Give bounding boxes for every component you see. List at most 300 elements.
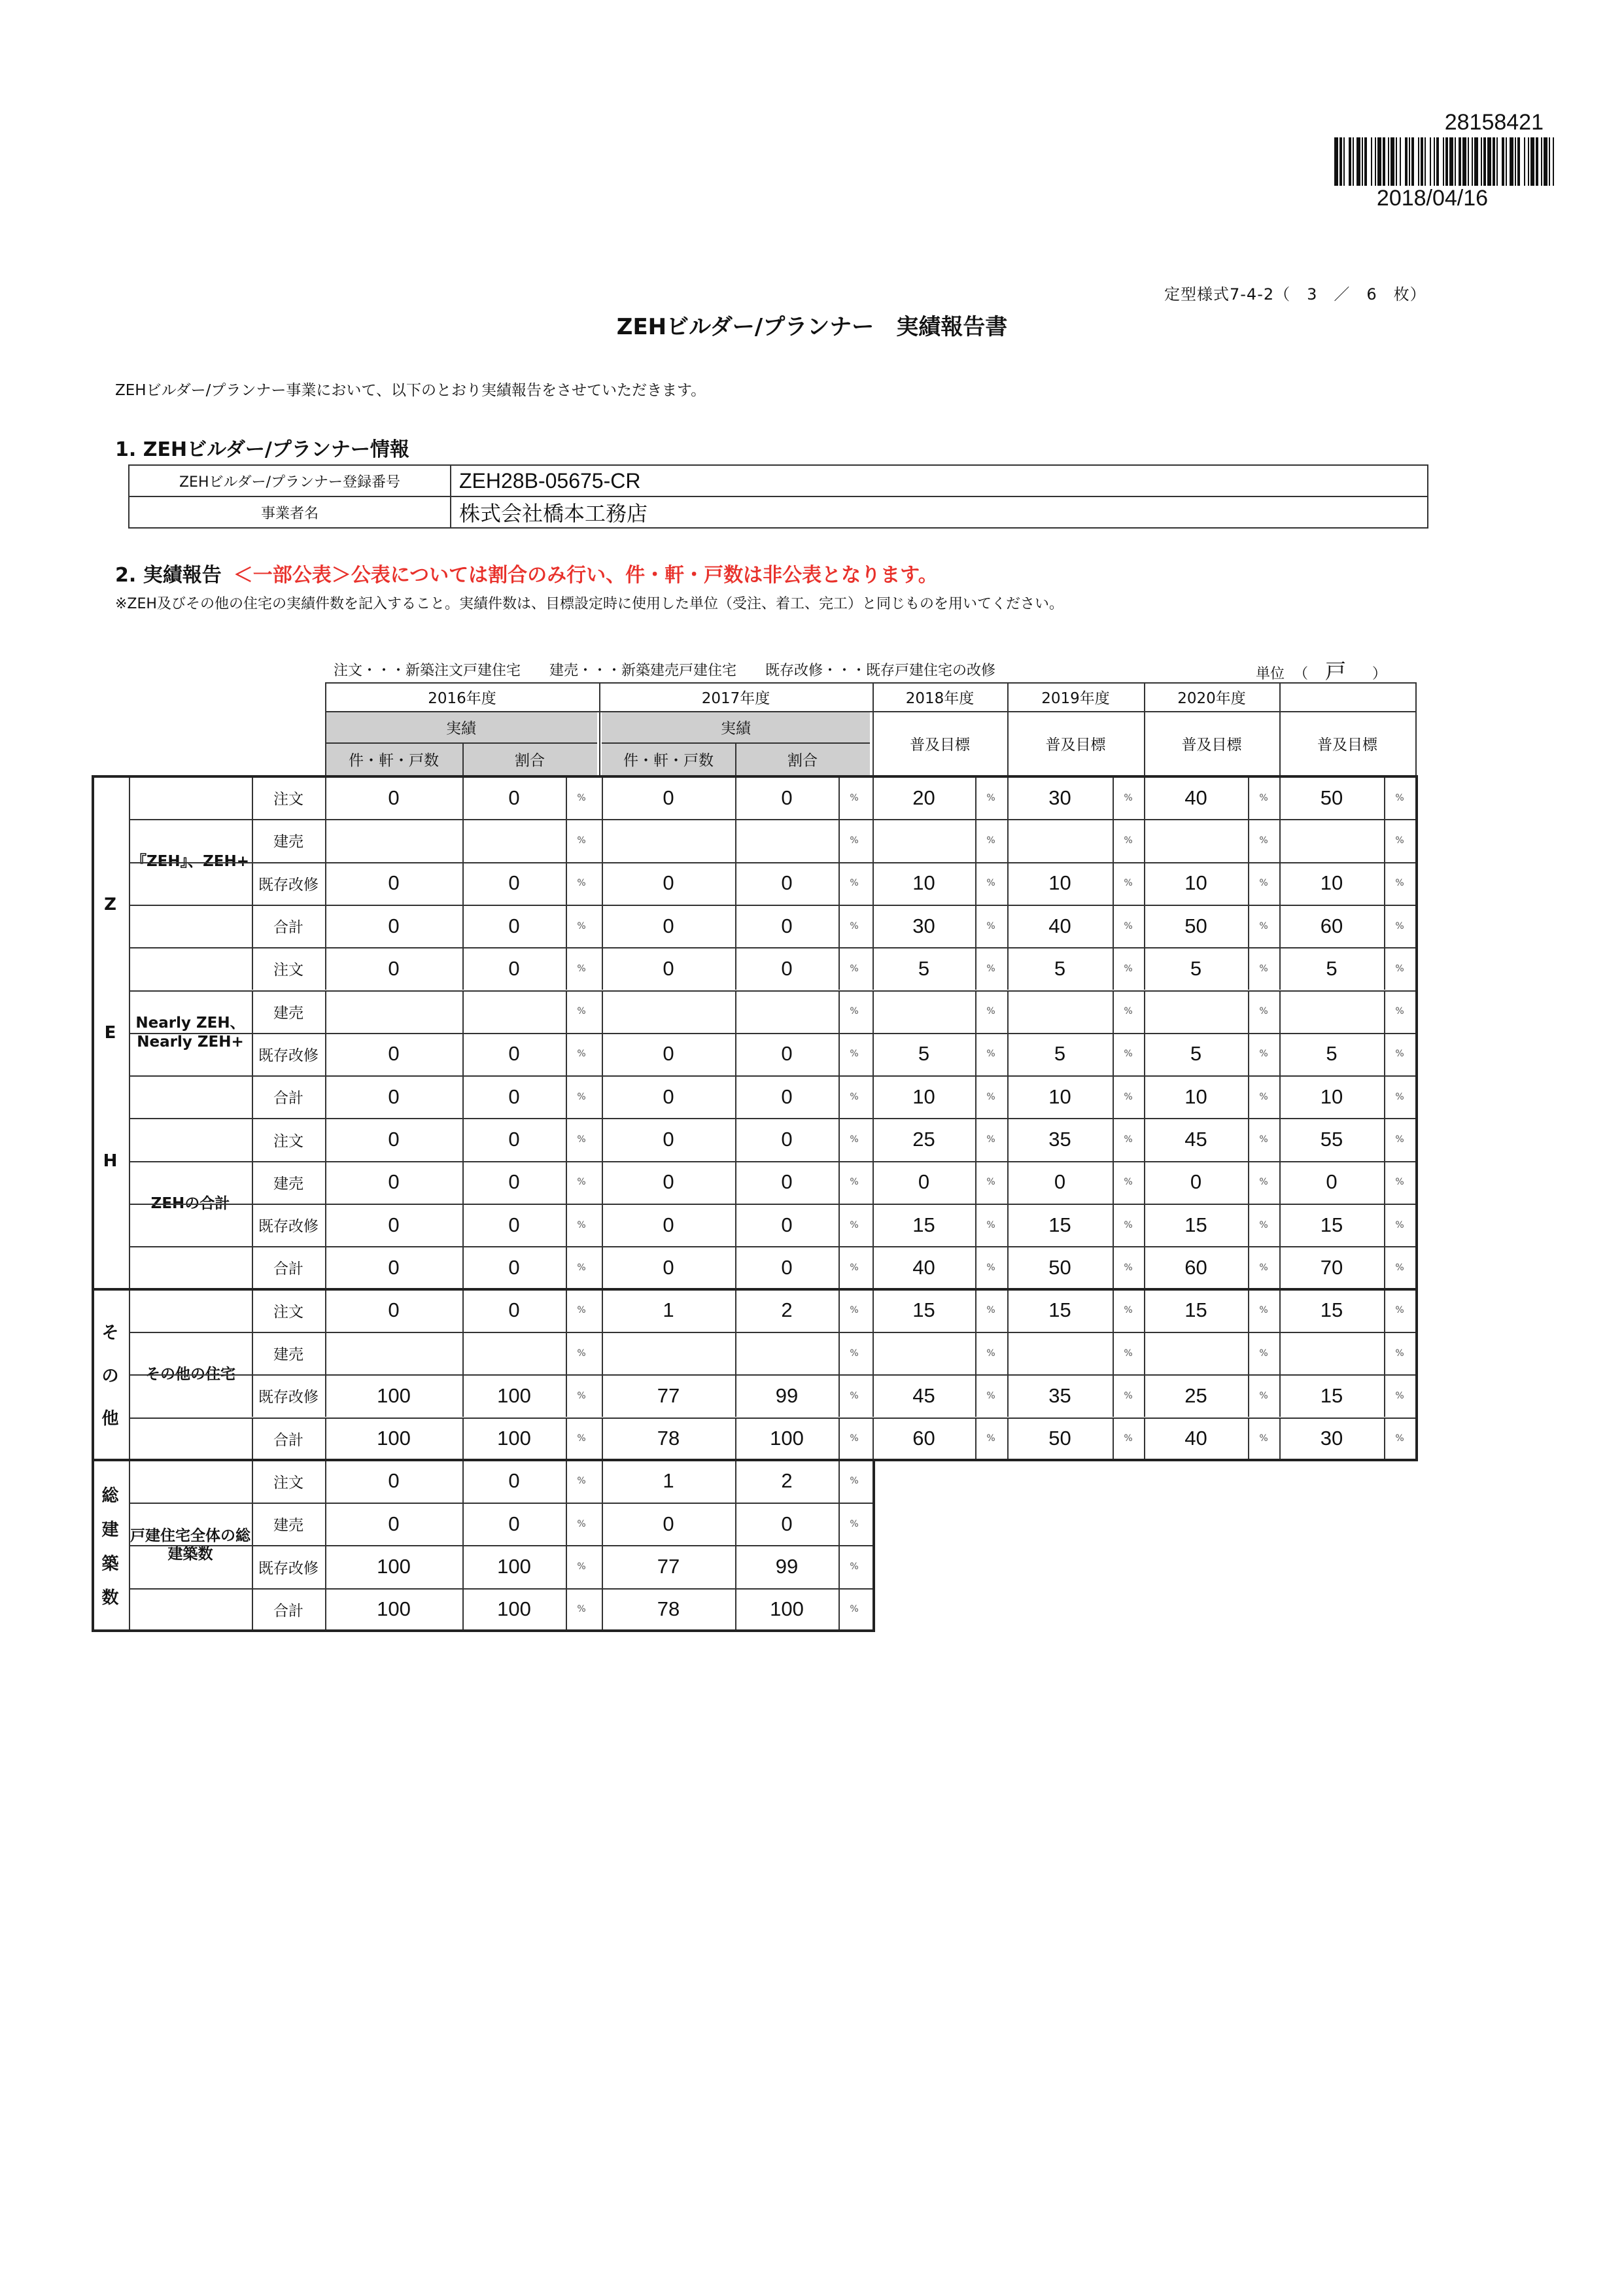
total-side-letter: 総 [101, 1486, 119, 1506]
row-label: 合計 [273, 1261, 303, 1278]
value-cell: 25 [1184, 1383, 1207, 1407]
row-label: 注文 [273, 962, 303, 979]
percent-sign: % [850, 1262, 859, 1273]
barcode-bar [1418, 137, 1419, 186]
percent-sign: % [850, 963, 859, 974]
percent-sign: % [1124, 1348, 1133, 1359]
barcode-bar [1468, 137, 1469, 186]
percent-sign: % [1259, 1219, 1268, 1230]
target-2020-header: 普及目標 [1317, 736, 1377, 754]
group-label: ZEHの合計 [150, 1194, 230, 1212]
value-cell: 0 [781, 871, 793, 895]
value-cell: 30 [1048, 786, 1071, 809]
value-cell: 15 [1320, 1213, 1343, 1236]
value-cell: 77 [657, 1555, 680, 1578]
value-cell: 0 [1326, 1170, 1338, 1194]
percent-sign: % [986, 835, 995, 846]
percent-sign: % [1395, 1134, 1404, 1145]
percent-sign: % [1124, 1305, 1133, 1316]
value-cell: 1 [663, 1298, 674, 1322]
barcode-bar [1553, 137, 1554, 186]
row-label: 既存改修 [258, 1559, 319, 1577]
percent-sign: % [850, 1433, 859, 1444]
percent-sign: % [1259, 1006, 1268, 1017]
barcode-image [1334, 137, 1557, 186]
percent-sign: % [850, 1476, 859, 1487]
barcode-bar [1481, 137, 1482, 186]
row-label: 注文 [273, 1303, 303, 1321]
count-2017-header: 件・軒・戸数 [623, 752, 714, 769]
value-cell: 0 [388, 1170, 400, 1194]
value-cell: 0 [508, 1042, 520, 1066]
percent-sign: % [1259, 1390, 1268, 1401]
value-cell: 10 [1320, 1085, 1343, 1108]
barcode-bar [1425, 137, 1426, 186]
percent-sign: % [577, 1049, 586, 1060]
percent-sign: % [577, 1561, 586, 1573]
barcode-bar [1430, 137, 1431, 186]
percent-sign: % [577, 1134, 586, 1145]
percent-sign: % [1395, 1091, 1404, 1102]
percent-sign: % [1395, 792, 1404, 803]
value-cell: 99 [775, 1555, 799, 1578]
percent-sign: % [986, 1091, 995, 1102]
value-cell: 15 [912, 1298, 935, 1322]
barcode-bar [1339, 137, 1342, 186]
percent-sign: % [1124, 1262, 1133, 1273]
percent-sign: % [577, 1219, 586, 1230]
percent-sign: % [1124, 792, 1133, 803]
value-cell: 0 [663, 956, 674, 980]
builder-info-table [128, 464, 1428, 529]
row-label: 注文 [273, 1132, 303, 1150]
percent-sign: % [1395, 1177, 1404, 1188]
percent-sign: % [850, 1134, 859, 1145]
percent-sign: % [1124, 963, 1133, 974]
value-cell: 0 [1190, 1170, 1202, 1194]
barcode-bar [1496, 137, 1498, 186]
percent-sign: % [1259, 1091, 1268, 1102]
percent-sign: % [986, 1134, 995, 1145]
percent-sign: % [986, 1177, 995, 1188]
value-cell: 0 [508, 1512, 520, 1535]
percent-sign: % [850, 1604, 859, 1615]
other-side-letter: そ [101, 1323, 119, 1344]
percent-sign: % [1124, 1049, 1133, 1060]
row-label: 既存改修 [258, 1389, 319, 1406]
percent-sign: % [577, 1518, 586, 1529]
value-cell: 0 [781, 1512, 793, 1535]
percent-sign: % [1259, 920, 1268, 931]
value-cell: 0 [388, 1255, 400, 1279]
barcode-bar [1462, 137, 1466, 186]
barcode-bar [1472, 137, 1473, 186]
value-cell: 99 [775, 1383, 799, 1407]
percent-sign: % [1259, 1177, 1268, 1188]
percent-sign: % [577, 792, 586, 803]
barcode-bar [1436, 137, 1439, 186]
target-2017-header: 普及目標 [910, 736, 970, 754]
value-cell: 0 [388, 914, 400, 937]
barcode-bar [1449, 137, 1453, 186]
value-cell: 100 [770, 1427, 804, 1450]
value-cell: 5 [918, 1042, 930, 1066]
value-cell: 30 [1320, 1427, 1343, 1450]
barcode-bar [1362, 137, 1363, 186]
value-cell: 100 [497, 1383, 531, 1407]
barcode-bar [1515, 137, 1516, 186]
value-cell: 0 [663, 914, 674, 937]
percent-sign: % [986, 1305, 995, 1316]
value-cell: 10 [1048, 871, 1071, 895]
barcode-date: 2018/04/16 [1376, 186, 1489, 211]
barcode-bar [1349, 137, 1351, 186]
value-cell: 50 [1184, 914, 1207, 937]
percent-sign: % [1395, 1305, 1404, 1316]
company-value: 株式会社橋本工務店 [451, 496, 1428, 528]
percent-sign: % [1395, 1262, 1404, 1273]
row-label: 建売 [273, 1517, 303, 1535]
zeh-side-letter: E [104, 1022, 116, 1043]
barcode-bar [1510, 137, 1513, 186]
percent-sign: % [577, 1305, 586, 1316]
value-cell: 70 [1320, 1255, 1343, 1279]
percent-sign: % [1395, 1348, 1404, 1359]
value-cell: 100 [377, 1597, 411, 1621]
percent-sign: % [986, 1348, 995, 1359]
percent-sign: % [1259, 1134, 1268, 1145]
percent-sign: % [577, 1091, 586, 1102]
other-section-border [92, 1288, 1418, 1461]
group-label: Nearly ZEH、Nearly ZEH+ [135, 1015, 245, 1051]
percent-sign: % [1395, 878, 1404, 889]
document-title: ZEHビルダー/プランナー 実績報告書 [616, 314, 1008, 340]
value-cell: 0 [508, 1170, 520, 1194]
barcode-bar [1455, 137, 1456, 186]
row-label: 合計 [273, 1090, 303, 1107]
ratio-2017-header: 割合 [787, 752, 818, 769]
value-cell: 20 [912, 786, 935, 809]
percent-sign: % [1259, 1348, 1268, 1359]
percent-sign: % [577, 1390, 586, 1401]
barcode-bar [1377, 137, 1381, 186]
year-2017-header: 2017年度 [701, 689, 770, 707]
target-2018-header: 普及目標 [1045, 736, 1106, 754]
value-cell: 50 [1320, 786, 1343, 809]
percent-sign: % [1259, 878, 1268, 889]
percent-sign: % [1124, 1433, 1133, 1444]
unit-label: 単位 [1256, 666, 1285, 682]
percent-sign: % [1395, 1433, 1404, 1444]
barcode-bar [1459, 137, 1461, 186]
value-cell: 60 [1184, 1255, 1207, 1279]
value-cell: 5 [1054, 1042, 1066, 1066]
unit-open-paren: （ [1294, 666, 1309, 682]
barcode-bar [1409, 137, 1410, 186]
barcode-bar [1549, 137, 1550, 186]
value-cell: 40 [912, 1255, 935, 1279]
percent-sign: % [1395, 1049, 1404, 1060]
value-cell: 2 [781, 1298, 793, 1322]
value-cell: 2 [781, 1469, 793, 1493]
value-cell: 5 [1326, 956, 1338, 980]
value-cell: 45 [1184, 1128, 1207, 1151]
registration-value: ZEH28B-05675-CR [451, 465, 1428, 496]
actual-2017-header: 実績 [721, 720, 751, 737]
zeh-side-letter: H [103, 1151, 118, 1171]
row-label: 既存改修 [258, 1218, 319, 1236]
barcode-bar [1405, 137, 1408, 186]
value-cell: 0 [388, 786, 400, 809]
percent-sign: % [1259, 963, 1268, 974]
total-side-letter: 建 [101, 1520, 119, 1540]
info-row-registration [129, 465, 1428, 496]
barcode-bar [1356, 137, 1360, 186]
year-2016-header: 2016年度 [428, 689, 496, 707]
value-cell: 0 [388, 1085, 400, 1108]
percent-sign: % [1124, 878, 1133, 889]
value-cell: 15 [1048, 1213, 1071, 1236]
section2-title: 2. 実績報告 [115, 564, 222, 587]
percent-sign: % [1395, 1390, 1404, 1401]
barcode-bar [1388, 137, 1389, 186]
percent-sign: % [850, 1518, 859, 1529]
barcode-bar [1506, 137, 1507, 186]
barcode-bar [1343, 137, 1345, 186]
target-2019-header: 普及目標 [1181, 736, 1242, 754]
value-cell: 0 [663, 871, 674, 895]
value-cell: 0 [663, 1213, 674, 1236]
barcode-bar [1487, 137, 1491, 186]
barcode-bar [1483, 137, 1486, 186]
value-cell: 0 [508, 1213, 520, 1236]
percent-sign: % [1395, 1219, 1404, 1230]
value-cell: 0 [508, 1085, 520, 1108]
percent-sign: % [986, 1219, 995, 1230]
percent-sign: % [577, 1006, 586, 1017]
form-number: 定型様式7-4-2（ 3 ／ 6 枚） [1164, 285, 1426, 304]
value-cell: 0 [781, 1213, 793, 1236]
percent-sign: % [1124, 1177, 1133, 1188]
percent-sign: % [850, 792, 859, 803]
row-label: 注文 [273, 1474, 303, 1491]
unit-indicator [1256, 655, 1387, 685]
value-cell: 0 [663, 1085, 674, 1108]
value-cell: 50 [1048, 1427, 1071, 1450]
count-2016-header: 件・軒・戸数 [349, 752, 439, 769]
value-cell: 5 [1326, 1042, 1338, 1066]
company-label: 事業者名 [129, 496, 451, 528]
value-cell: 15 [1320, 1298, 1343, 1322]
row-label: 建売 [273, 1175, 303, 1192]
value-cell: 0 [388, 1042, 400, 1066]
value-cell: 0 [663, 786, 674, 809]
intro-text: ZEHビルダー/プランナー事業において、以下のとおり実績報告をさせていただきます。 [115, 382, 706, 399]
percent-sign: % [986, 792, 995, 803]
percent-sign: % [850, 878, 859, 889]
value-cell: 35 [1048, 1383, 1071, 1407]
unit-value: 戸 [1325, 659, 1347, 684]
value-cell: 0 [508, 871, 520, 895]
percent-sign: % [577, 1433, 586, 1444]
value-cell: 0 [663, 1512, 674, 1535]
percent-sign: % [850, 1049, 859, 1060]
percent-sign: % [1124, 1134, 1133, 1145]
percent-sign: % [577, 835, 586, 846]
group-label: 戸建住宅全体の総建築数 [130, 1527, 251, 1563]
percent-sign: % [1124, 1006, 1133, 1017]
percent-sign: % [577, 1177, 586, 1188]
value-cell: 45 [912, 1383, 935, 1407]
percent-sign: % [1124, 920, 1133, 931]
percent-sign: % [1395, 1006, 1404, 1017]
value-cell: 0 [663, 1170, 674, 1194]
value-cell: 100 [377, 1555, 411, 1578]
percent-sign: % [1259, 1433, 1268, 1444]
percent-sign: % [1395, 835, 1404, 846]
value-cell: 0 [388, 1469, 400, 1493]
total-side-letter: 築 [101, 1554, 119, 1574]
value-cell: 0 [781, 1170, 793, 1194]
other-side-letter: 他 [101, 1409, 119, 1429]
value-cell: 15 [1184, 1213, 1207, 1236]
value-cell: 78 [657, 1427, 680, 1450]
row-label: 合計 [273, 1602, 303, 1620]
barcode-bar [1541, 137, 1542, 186]
percent-sign: % [850, 1177, 859, 1188]
value-cell: 0 [508, 1469, 520, 1493]
value-cell: 55 [1320, 1128, 1343, 1151]
value-cell: 5 [1190, 956, 1202, 980]
value-cell: 0 [781, 914, 793, 937]
value-cell: 0 [781, 1042, 793, 1066]
year-2019-header: 2019年度 [1041, 689, 1110, 707]
barcode-bar [1536, 137, 1538, 186]
unit-close-paren: ） [1372, 666, 1387, 682]
percent-sign: % [1259, 1305, 1268, 1316]
grid-line [1415, 682, 1417, 775]
percent-sign: % [577, 920, 586, 931]
row-label: 建売 [273, 833, 303, 851]
total-side-letter: 数 [101, 1588, 119, 1609]
value-cell: 0 [781, 1255, 793, 1279]
value-cell: 10 [1184, 1085, 1207, 1108]
barcode-bar [1371, 137, 1372, 186]
percent-sign: % [1395, 920, 1404, 931]
other-side-letter: の [101, 1366, 119, 1386]
percent-sign: % [1259, 1049, 1268, 1060]
barcode-bar [1400, 137, 1401, 186]
percent-sign: % [850, 920, 859, 931]
zeh-side-letter: Z [104, 894, 116, 914]
barcode-bar [1396, 137, 1397, 186]
value-cell: 5 [918, 956, 930, 980]
value-cell: 0 [388, 871, 400, 895]
value-cell: 0 [663, 1255, 674, 1279]
section2-note: ※ZEH及びその他の住宅の実績件数を記入すること。実績件数は、目標設定時に使用した単位（受注、着工、完工）と同じものを用いてください。 [115, 596, 1063, 612]
row-label: 建売 [273, 1346, 303, 1364]
value-cell: 5 [1190, 1042, 1202, 1066]
value-cell: 10 [912, 871, 935, 895]
percent-sign: % [986, 1262, 995, 1273]
value-cell: 15 [1048, 1298, 1071, 1322]
percent-sign: % [1124, 835, 1133, 846]
value-cell: 0 [781, 786, 793, 809]
barcode-bar [1434, 137, 1435, 186]
barcode-bar [1411, 137, 1414, 186]
barcode-bar [1334, 137, 1338, 186]
percent-sign: % [986, 1390, 995, 1401]
actual-2016-header: 実績 [446, 720, 476, 737]
percent-sign: % [986, 920, 995, 931]
percent-sign: % [577, 1604, 586, 1615]
percent-sign: % [577, 1262, 586, 1273]
value-cell: 100 [377, 1427, 411, 1450]
row-label: 合計 [273, 919, 303, 937]
row-label: 既存改修 [258, 1047, 319, 1064]
row-label: 合計 [273, 1431, 303, 1449]
barcode-bar [1493, 137, 1495, 186]
value-cell: 40 [1048, 914, 1071, 937]
percent-sign: % [1259, 835, 1268, 846]
value-cell: 0 [388, 1128, 400, 1151]
barcode-bar [1375, 137, 1376, 186]
barcode-bar [1544, 137, 1547, 186]
value-cell: 100 [497, 1427, 531, 1450]
percent-sign: % [850, 1091, 859, 1102]
percent-sign: % [986, 963, 995, 974]
value-cell: 0 [1054, 1170, 1066, 1194]
barcode-number: 28158421 [1444, 110, 1544, 135]
value-cell: 25 [912, 1128, 935, 1151]
percent-sign: % [850, 1305, 859, 1316]
value-cell: 15 [912, 1213, 935, 1236]
year-2018-header: 2018年度 [905, 689, 975, 707]
value-cell: 0 [508, 914, 520, 937]
value-cell: 0 [508, 956, 520, 980]
barcode-bar [1474, 137, 1478, 186]
value-cell: 60 [912, 1427, 935, 1450]
value-cell: 0 [388, 1213, 400, 1236]
percent-sign: % [986, 1049, 995, 1060]
value-cell: 15 [1320, 1383, 1343, 1407]
percent-sign: % [577, 963, 586, 974]
value-cell: 30 [912, 914, 935, 937]
value-cell: 0 [388, 1298, 400, 1322]
percent-sign: % [850, 1348, 859, 1359]
value-cell: 0 [663, 1042, 674, 1066]
value-cell: 40 [1184, 786, 1207, 809]
value-cell: 100 [770, 1597, 804, 1621]
value-cell: 0 [508, 786, 520, 809]
percent-sign: % [577, 1348, 586, 1359]
ratio-2016-header: 割合 [515, 752, 545, 769]
percent-sign: % [1259, 792, 1268, 803]
row-label: 既存改修 [258, 876, 319, 894]
barcode-bar [1443, 137, 1444, 186]
value-cell: 0 [781, 956, 793, 980]
value-cell: 10 [912, 1085, 935, 1108]
percent-sign: % [850, 1561, 859, 1573]
barcode-bar [1445, 137, 1448, 186]
section2-notice: ＜一部公表＞公表については割合のみ行い、件・軒・戸数は非公表となります。 [233, 564, 938, 587]
table-legend: 注文・・・新築注文戸建住宅 建売・・・新築建売戸建住宅 既存改修・・・既存戸建住宅の改修 [334, 663, 996, 679]
value-cell: 5 [1054, 956, 1066, 980]
percent-sign: % [1259, 1262, 1268, 1273]
info-row-company [129, 496, 1428, 528]
value-cell: 77 [657, 1383, 680, 1407]
value-cell: 0 [781, 1085, 793, 1108]
